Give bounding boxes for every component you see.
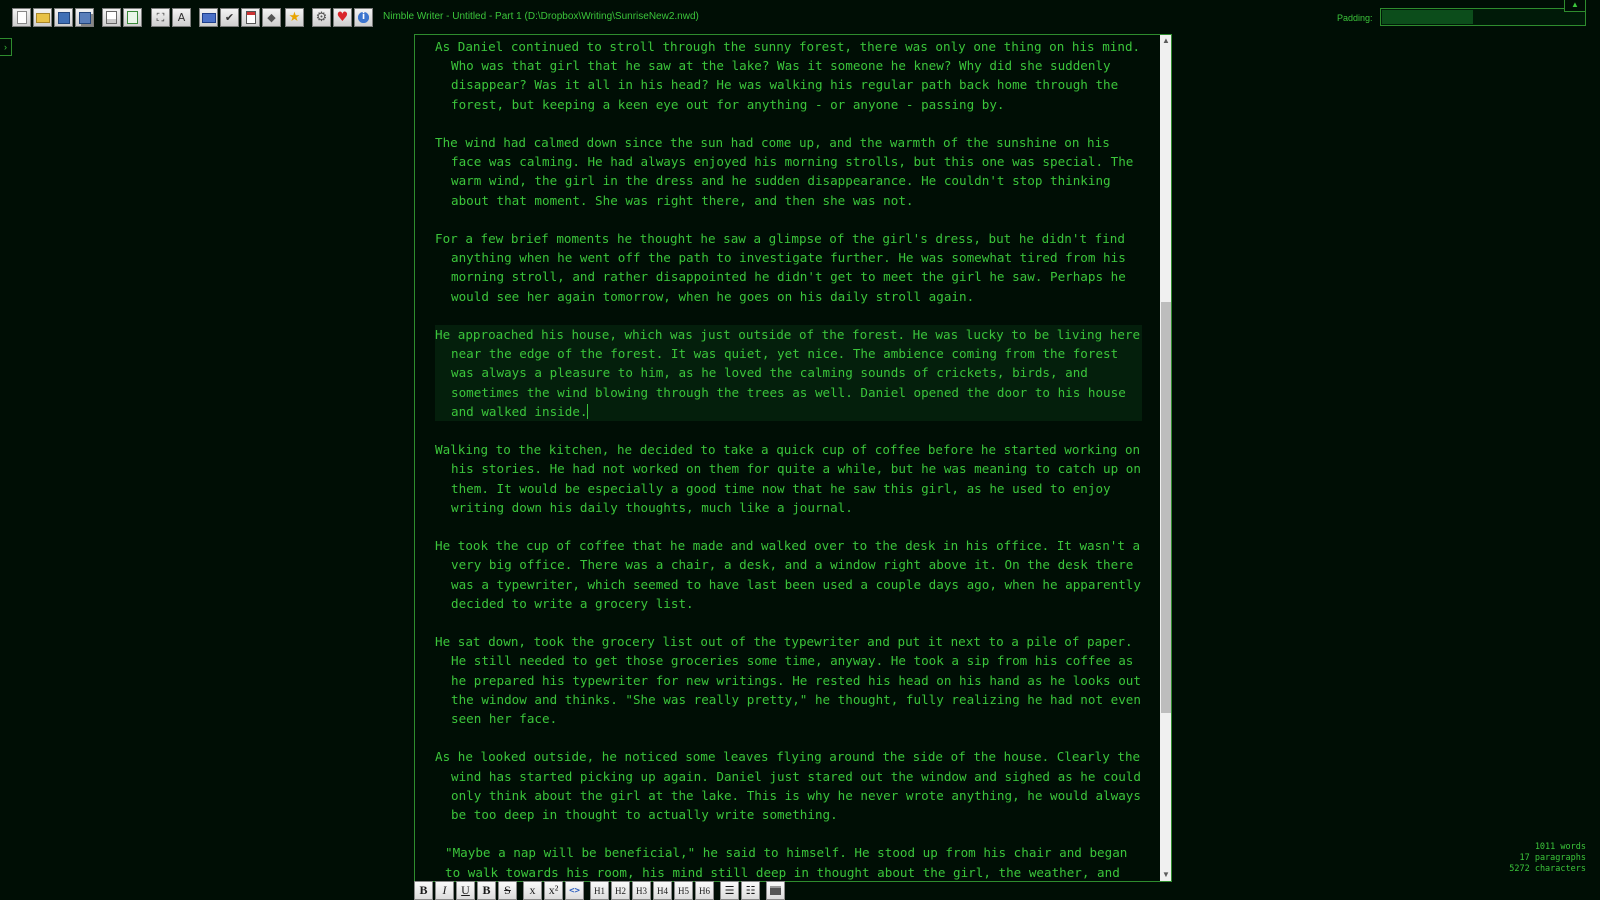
subscript-button[interactable]: x [523,881,542,900]
toolbar-group [12,8,96,27]
scroll-up-arrow-icon[interactable]: ▲ [1162,36,1170,45]
bullet-list-button[interactable]: ☰ [720,881,739,900]
paragraph-text: Walking to the kitchen, he decided to take a quick cup of coffee before he started working on his stories. He had not worked on them for quite a while, but he was meaning to catch up on them. It would be especially a good time now that he saw this girl, as he used to enjoy writing down his daily thoughts, much like a journal. [435,442,1149,515]
scrollbar-thumb[interactable] [1161,302,1171,713]
toolbar-group [102,8,144,27]
italic-button[interactable]: I [435,881,454,900]
paragraph[interactable] [435,440,1149,517]
superscript-button[interactable]: x² [544,881,563,900]
info-icon [358,12,369,23]
document-stats [1509,842,1586,875]
new-document-button[interactable] [12,8,31,27]
active-paragraph[interactable] [435,325,1148,421]
toolbar-group [199,8,283,27]
gear-icon: ⚙ [315,10,328,25]
fullscreen-button[interactable] [151,8,170,27]
vertical-scrollbar[interactable] [1160,35,1172,881]
format-toolbar [414,881,787,900]
paragraph[interactable] [435,229,1142,306]
paragraph-list [415,35,1160,882]
heading2-button[interactable]: H2 [611,881,630,900]
open-button[interactable] [33,8,52,27]
code-button[interactable]: <> [565,881,584,900]
about-button[interactable] [354,8,373,27]
paragraph[interactable] [435,632,1149,728]
star-icon: ★ [288,10,301,25]
text-area[interactable] [415,35,1160,882]
heading6-button[interactable]: H6 [695,881,714,900]
chevron-right-icon: › [4,42,7,52]
horizontal-rule-button[interactable] [766,881,785,900]
toolbar-group [285,8,306,27]
padding-slider[interactable] [1380,8,1586,26]
info-glyph: i [358,12,369,23]
export-button[interactable] [123,8,142,27]
padding-label: Padding: [1337,13,1373,23]
save-as-button[interactable] [75,8,94,27]
paragraph-text: As he looked outside, he noticed some leaves flying around the side of the house. Clearly the wind has started picking up again. Daniel just stared out the window and sighed as he could only think about the girl at the lake. This is why he never wrote anything, he would always be too deep in thought to actually write something. [435,749,1149,823]
save-button[interactable] [54,8,73,27]
settings-button[interactable] [312,8,331,27]
text-cursor [587,404,588,419]
font-icon: A [177,11,186,24]
heading4-button[interactable]: H4 [653,881,672,900]
outline-button[interactable] [241,8,260,27]
character-count: 5272 characters [1509,864,1586,874]
paragraph[interactable] [435,37,1148,114]
paragraph[interactable] [435,133,1142,210]
tags-button[interactable] [262,8,281,27]
document-properties-button[interactable] [102,8,121,27]
paragraph-text: The wind had calmed down since the sun had come up, and the warmth of the sunshine on his face was calming. He had always enjoyed his morning strolls, but this one was special. The warm wind, the girl in the dress and he sudden disappearance. He couldn't stop thinking about that moment. She was right there, and then she was not. [435,135,1141,208]
paragraph[interactable] [435,843,1136,881]
heart-icon: ♥ [336,10,349,25]
editor-panel [414,34,1172,882]
paragraph-text: He sat down, took the grocery list out of the typewriter and put it next to a pile of paper. He still needed to get those groceries some time, anyway. He took a sip from his coffee as he prepared his typewriter for new writings. He rested his head on his hand as he looks out the window and thinks. "She was really pretty," he thought, fully realizing he had not even seen her face. [435,634,1149,727]
heading3-button[interactable]: H3 [632,881,651,900]
heading1-button[interactable]: H1 [590,881,609,900]
paragraph[interactable] [435,747,1149,824]
bold-button[interactable]: B [414,881,433,900]
collapse-toolbar-button[interactable] [1564,0,1586,12]
spellcheck-button[interactable] [220,8,239,27]
book-button[interactable] [199,8,218,27]
toolbar-group [312,8,375,27]
paragraph[interactable] [435,536,1149,613]
toolbar-group [151,8,193,27]
tag-icon: ◆ [267,11,276,24]
paragraph-text: For a few brief moments he thought he saw a glimpse of the girl's dress, but he didn't find anything when he went off the path to investigate further. He was somewhat tired from his morning stroll, and rather disappointed he didn't get to meet the girl he saw. Perhaps he would see her again tomorrow, when he goes on his daily stroll again. [435,231,1134,304]
favorites-button[interactable] [285,8,304,27]
font-button[interactable] [172,8,191,27]
paragraph-text: He approached his house, which was just outside of the forest. He was lucky to be living here near the edge of the forest. It was quiet, yet nice. The ambience coming from the forest was always a pleasure to him, as he loved the calming sounds of crickets, birds, and sometimes the wind blowing through the trees as well. Daniel opened the door to his house and walked inside. [435,327,1148,419]
donate-button[interactable] [333,8,352,27]
paragraph-text: "Maybe a nap will be beneficial," he said to himself. He stood up from his chair and began to walk towards his room, his mind still deep in thought about the girl, the weather, and [445,845,1135,880]
scroll-down-arrow-icon[interactable]: ▼ [1162,870,1170,879]
sidebar-toggle-button[interactable] [0,38,12,56]
top-bar [0,0,1600,34]
check-icon: ✔ [224,11,235,24]
window-title: Nimble Writer - Untitled - Part 1 (D:\Dropbox\Writing\SunriseNew2.nwd) [383,11,699,22]
word-count: 1011 words [1534,842,1586,852]
expand-icon: ⛶ [156,11,165,24]
paragraph-text: He took the cup of coffee that he made and walked over to the desk in his office. It wasn't a very big office. There was a chair, a desk, and a window right above it. On the desk there was a typewriter, which seemed to have last been used a couple days ago, when he apparently decided to write a grocery list. [435,538,1149,611]
paragraph-text: As Daniel continued to stroll through the sunny forest, there was only one thing on his mind. Who was that girl that he saw at the lake? Was it someone he knew? Why did she suddenly disappear? Was it all in his head? He was walking his regular path back home through the forest, but keeping a keen eye out for anything - or anyone - passing by. [435,39,1148,112]
heading5-button[interactable]: H5 [674,881,693,900]
chevron-up-icon: ▲ [1571,0,1579,9]
bold-alt-button[interactable]: B [477,881,496,900]
padding-slider-fill [1382,10,1473,24]
underline-button[interactable]: U [456,881,475,900]
strikethrough-button[interactable]: S [498,881,517,900]
paragraph-count: 17 paragraphs [1519,853,1586,863]
numbered-list-button[interactable]: ☷ [741,881,760,900]
